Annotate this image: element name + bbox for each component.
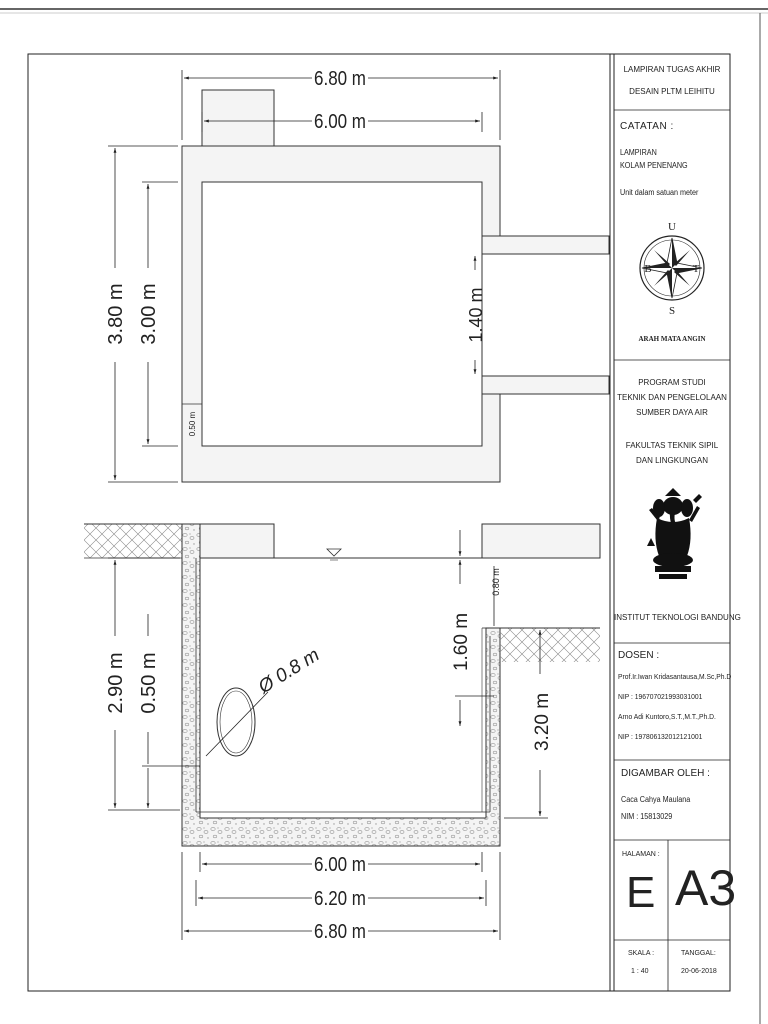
dosen-line-4: NIP : 197806132012121001 [618, 732, 703, 741]
section-view [84, 524, 600, 940]
institute-name: INSTITUT TEKNOLOGI BANDUNG [614, 613, 741, 622]
skala-value: 1 : 40 [631, 968, 649, 975]
plan-dim-left-outer: 3.80 m [105, 283, 127, 345]
dosen-line-1: Prof.Ir.Iwan Kridasantausa,M.Sc,Ph.D [618, 672, 732, 681]
catatan-line-2: KOLAM PENENANG [620, 161, 688, 170]
faculty-line-1: FAKULTAS TEKNIK SIPIL [625, 441, 719, 450]
section-dim-right-height: 3.20 m [532, 692, 553, 752]
plan-dim-wall: 0.50 m [188, 411, 197, 437]
section-dim-right-upper: 1.60 m [451, 612, 472, 672]
plan-dim-top-inner: 6.00 m [314, 109, 366, 133]
compass-north: U [668, 221, 676, 233]
halaman-value: E [626, 868, 656, 917]
dosen-line-3: Arno Adi Kuntoro,S.T.,M.T.,Ph.D. [618, 712, 716, 721]
catatan-line-1: LAMPIRAN [620, 148, 657, 157]
program-line-2: TEKNIK DAN PENGELOLAAN [617, 393, 727, 402]
digambar-name: Caca Cahya Maulana [621, 795, 691, 804]
section-dim-freeboard: 0.80 m [491, 568, 501, 596]
plan-dim-right-outlet: 1.40 m [466, 287, 486, 343]
unit-note: Unit dalam satuan meter [620, 188, 699, 197]
dosen-label: DOSEN : [618, 650, 660, 661]
sheet-size: A3 [675, 860, 737, 916]
compass-east: T [692, 263, 700, 275]
title-header-1: LAMPIRAN TUGAS AKHIR [623, 65, 721, 74]
program-line-1: PROGRAM STUDI [638, 378, 706, 387]
title-header-2: DESAIN PLTM LEIHITU [629, 87, 715, 96]
section-dim-left-height: 2.90 m [105, 652, 127, 714]
section-dim-bottom-1: 6.00 m [314, 852, 366, 876]
compass-south: S [668, 305, 676, 317]
skala-label: SKALA : [628, 950, 655, 957]
section-dim-diameter: Ø 0.8 m [254, 644, 324, 699]
tanggal-label: TANGGAL: [681, 950, 716, 957]
digambar-label: DIGAMBAR OLEH : [621, 768, 710, 779]
plan-dim-top-outer: 6.80 m [314, 66, 366, 90]
itb-ganesha-logo [647, 488, 702, 579]
section-dim-bottom-3: 6.80 m [314, 919, 366, 943]
faculty-line-2: DAN LINGKUNGAN [635, 456, 708, 465]
catatan-label: CATATAN : [620, 121, 674, 132]
tanggal-value: 20-06-2018 [681, 968, 717, 975]
program-line-3: SUMBER DAYA AIR [636, 408, 708, 417]
section-dim-bottom-2: 6.20 m [314, 886, 366, 910]
dosen-line-2: NIP : 196707021993031001 [618, 692, 703, 701]
halaman-label: HALAMAN : [622, 851, 660, 858]
compass-west: B [644, 263, 652, 275]
plan-dim-left-inner: 3.00 m [138, 283, 160, 345]
section-dim-pipe-level: 0.50 m [138, 652, 160, 714]
compass-caption: ARAH MATA ANGIN [638, 335, 706, 343]
digambar-nim: NIM : 15813029 [621, 812, 673, 821]
